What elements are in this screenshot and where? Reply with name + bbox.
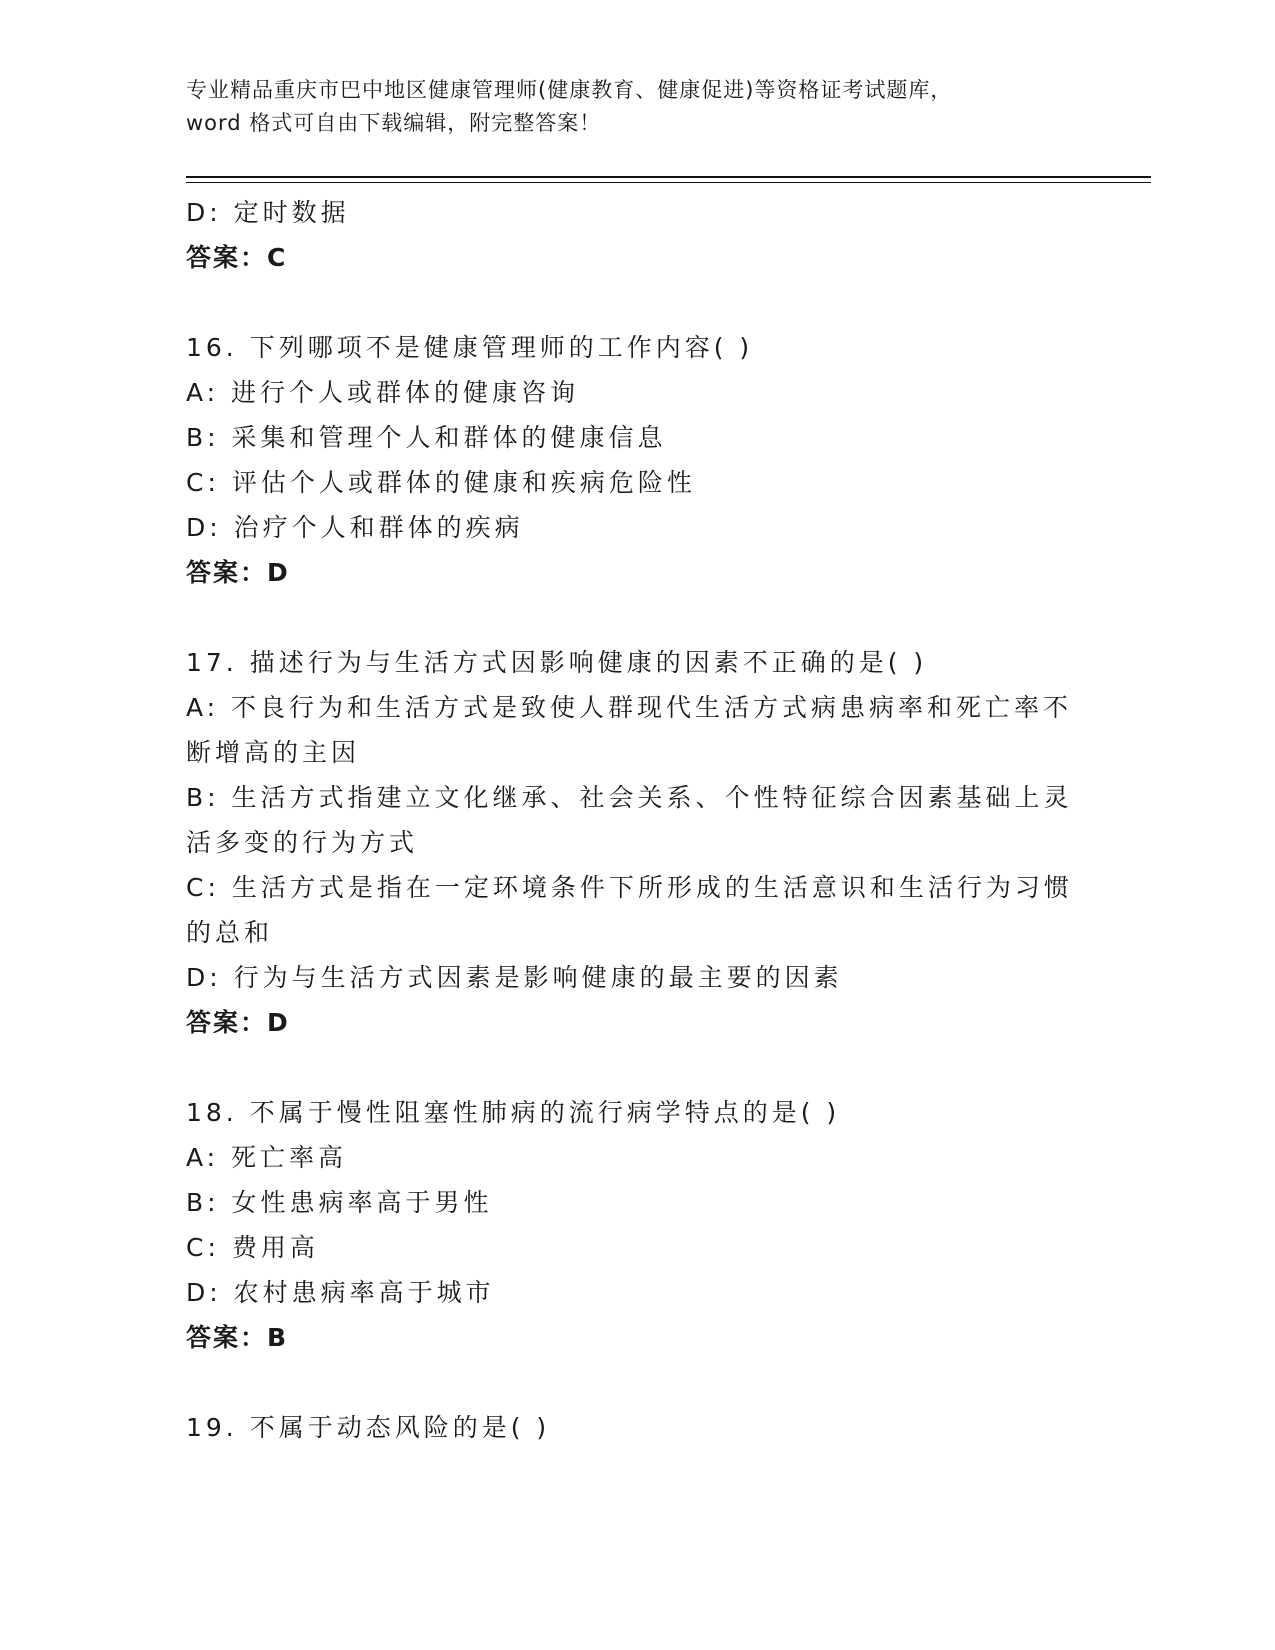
option-line: 断增高的主因 bbox=[186, 738, 361, 767]
answer-line: 答案：C bbox=[186, 243, 288, 272]
option-line: B: 生活方式指建立文化继承、社会关系、个性特征综合因素基础上灵 bbox=[186, 783, 1073, 812]
option-line: C: 生活方式是指在一定环境条件下所形成的生活意识和生活行为习惯 bbox=[186, 873, 1073, 902]
option-line: D: 定时数据 bbox=[186, 198, 350, 227]
option-line: C: 费用高 bbox=[186, 1233, 319, 1262]
question-list bbox=[186, 190, 1086, 1450]
question-stem: 18. 不属于慢性阻塞性肺病的流行病学特点的是( ) bbox=[186, 1098, 841, 1127]
page-header bbox=[186, 74, 1066, 140]
blank-line bbox=[186, 595, 1086, 640]
answer-line: 答案：B bbox=[186, 1323, 289, 1352]
option-line: D: 农村患病率高于城市 bbox=[186, 1278, 495, 1307]
option-line: D: 行为与生活方式因素是影响健康的最主要的因素 bbox=[186, 963, 843, 992]
answer-line: 答案：D bbox=[186, 1008, 290, 1037]
question-stem: 19. 不属于动态风险的是( ) bbox=[186, 1413, 551, 1442]
option-line: C: 评估个人或群体的健康和疾病危险性 bbox=[186, 468, 696, 497]
header-rule-thin bbox=[186, 182, 1151, 183]
blank-line bbox=[186, 1045, 1086, 1090]
question-stem: 16. 下列哪项不是健康管理师的工作内容( ) bbox=[186, 333, 754, 362]
header-rule-thick bbox=[186, 176, 1151, 178]
answer-line: 答案：D bbox=[186, 558, 290, 587]
option-line: D: 治疗个人和群体的疾病 bbox=[186, 513, 524, 542]
header-line-2: word 格式可自由下载编辑，附完整答案！ bbox=[186, 111, 602, 135]
option-line: A: 不良行为和生活方式是致使人群现代生活方式病患病率和死亡率不 bbox=[186, 693, 1073, 722]
blank-line bbox=[186, 1360, 1086, 1405]
option-line: 活多变的行为方式 bbox=[186, 828, 419, 857]
header-line-1: 专业精品重庆市巴中地区健康管理师(健康教育、健康促进)等资格证考试题库， bbox=[186, 78, 953, 102]
blank-line bbox=[186, 280, 1086, 325]
option-line: B: 女性患病率高于男性 bbox=[186, 1188, 493, 1217]
option-line: 的总和 bbox=[186, 918, 274, 947]
option-line: A: 进行个人或群体的健康咨询 bbox=[186, 378, 580, 407]
question-stem: 17. 描述行为与生活方式因影响健康的因素不正确的是( ) bbox=[186, 648, 928, 677]
option-line: B: 采集和管理个人和群体的健康信息 bbox=[186, 423, 667, 452]
option-line: A: 死亡率高 bbox=[186, 1143, 348, 1172]
